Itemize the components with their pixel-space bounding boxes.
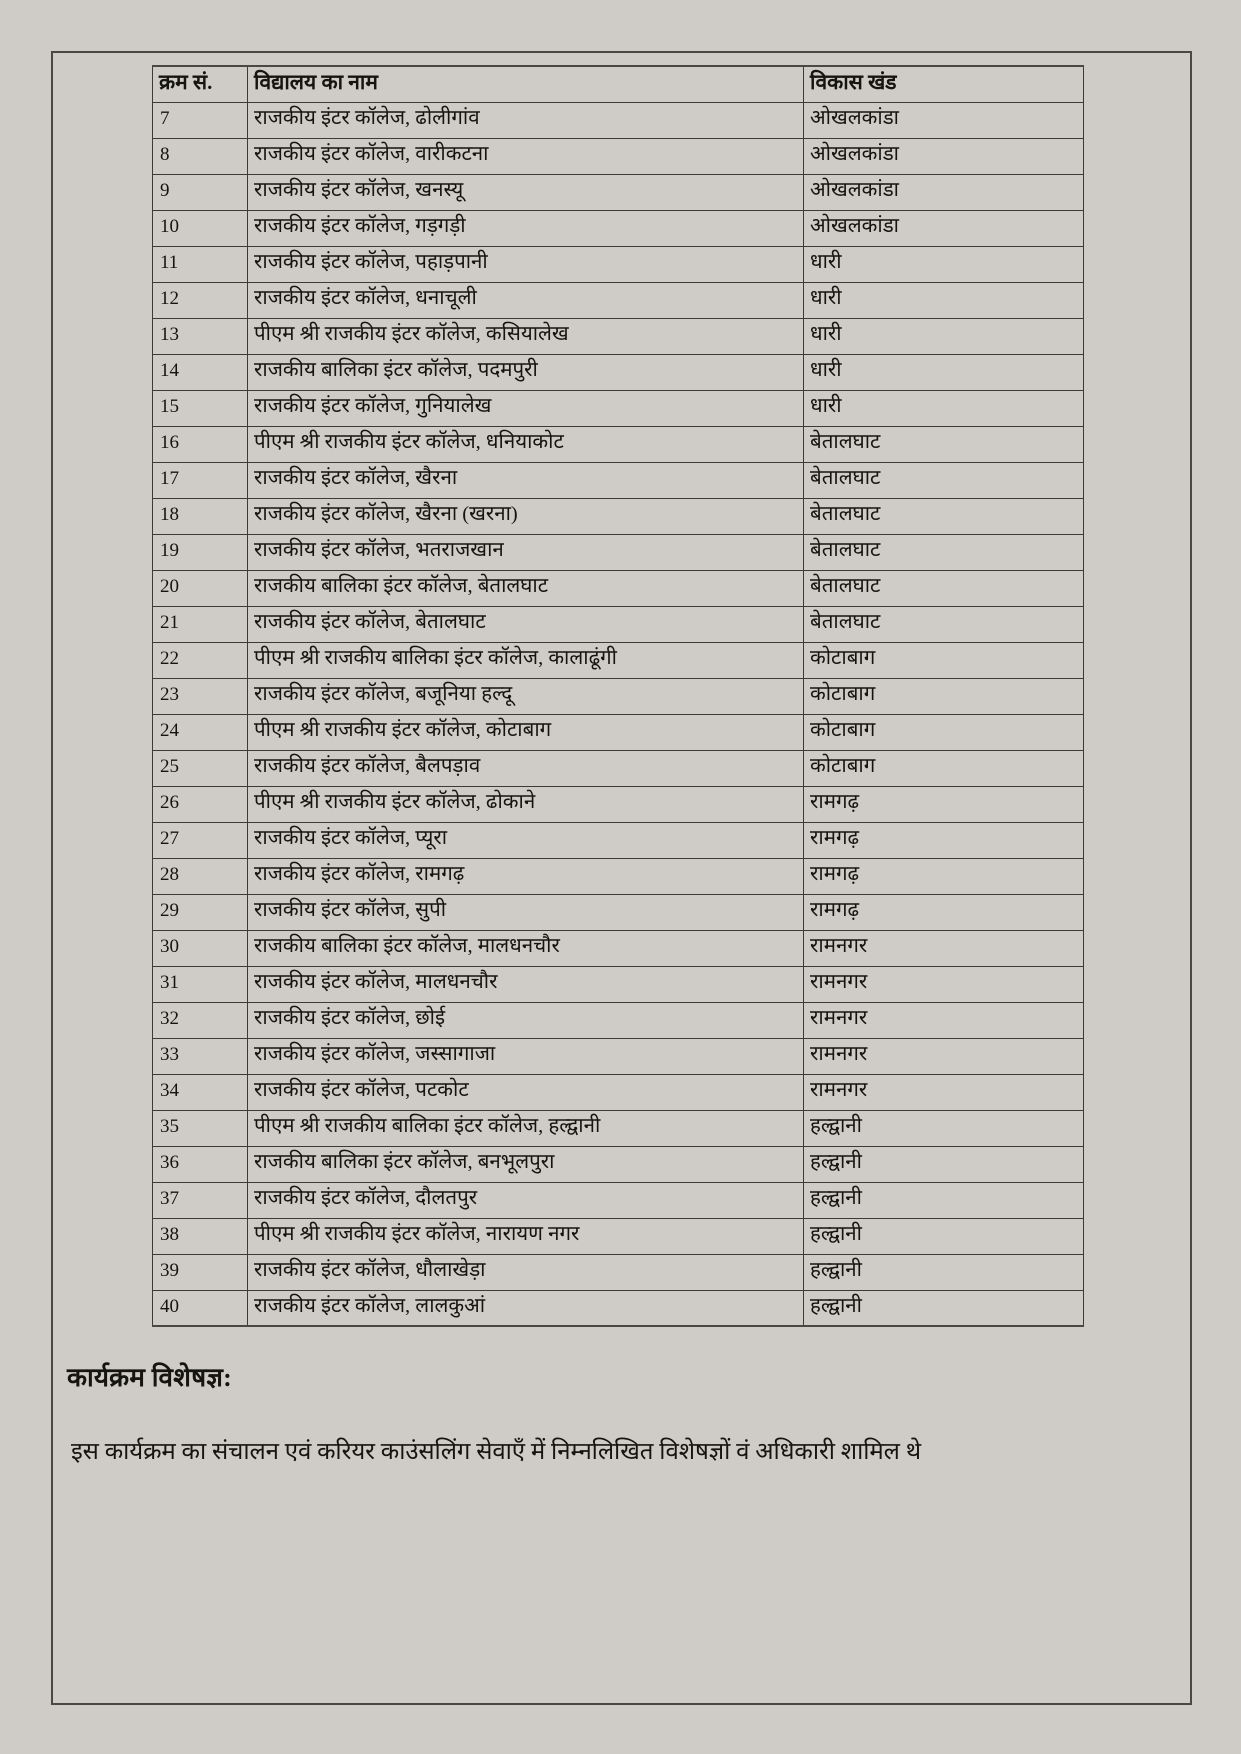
cell-school-name: राजकीय बालिका इंटर कॉलेज, पदमपुरी <box>248 354 804 390</box>
cell-block: धारी <box>804 390 1084 426</box>
table-row <box>153 894 1084 930</box>
table-row <box>153 462 1084 498</box>
cell-serial: 28 <box>153 858 248 894</box>
cell-school-name: राजकीय इंटर कॉलेज, बेतालघाट <box>248 606 804 642</box>
cell-serial: 23 <box>153 678 248 714</box>
cell-school-name: राजकीय इंटर कॉलेज, रामगढ़ <box>248 858 804 894</box>
cell-serial: 8 <box>153 138 248 174</box>
table-row <box>153 318 1084 354</box>
table-row <box>153 858 1084 894</box>
cell-serial: 16 <box>153 426 248 462</box>
schools-table-container <box>152 65 1083 1327</box>
table-row <box>153 714 1084 750</box>
cell-school-name: राजकीय इंटर कॉलेज, गड़गड़ी <box>248 210 804 246</box>
cell-block: रामगढ़ <box>804 822 1084 858</box>
cell-serial: 29 <box>153 894 248 930</box>
cell-block: बेतालघाट <box>804 462 1084 498</box>
cell-block: हल्द्वानी <box>804 1182 1084 1218</box>
table-header <box>153 66 1084 102</box>
table-row <box>153 1146 1084 1182</box>
cell-block: रामनगर <box>804 1038 1084 1074</box>
cell-block: हल्द्वानी <box>804 1290 1084 1326</box>
cell-block: ओखलकांडा <box>804 210 1084 246</box>
cell-serial: 20 <box>153 570 248 606</box>
cell-serial: 31 <box>153 966 248 1002</box>
cell-serial: 38 <box>153 1218 248 1254</box>
cell-block: रामनगर <box>804 1074 1084 1110</box>
table-row <box>153 1074 1084 1110</box>
cell-block: धारी <box>804 318 1084 354</box>
cell-school-name: राजकीय इंटर कॉलेज, सुपी <box>248 894 804 930</box>
table-row <box>153 606 1084 642</box>
cell-school-name: राजकीय इंटर कॉलेज, खनस्यू <box>248 174 804 210</box>
cell-serial: 27 <box>153 822 248 858</box>
table-row <box>153 1290 1084 1326</box>
table-row <box>153 102 1084 138</box>
cell-school-name: राजकीय इंटर कॉलेज, लालकुआं <box>248 1290 804 1326</box>
cell-school-name: राजकीय इंटर कॉलेज, बजूनिया हल्दू <box>248 678 804 714</box>
table-row <box>153 498 1084 534</box>
cell-block: धारी <box>804 246 1084 282</box>
cell-serial: 32 <box>153 1002 248 1038</box>
cell-school-name: राजकीय इंटर कॉलेज, खैरना (खरना) <box>248 498 804 534</box>
cell-serial: 7 <box>153 102 248 138</box>
cell-block: रामनगर <box>804 1002 1084 1038</box>
cell-serial: 24 <box>153 714 248 750</box>
cell-school-name: राजकीय इंटर कॉलेज, गुनियालेख <box>248 390 804 426</box>
cell-school-name: पीएम श्री राजकीय इंटर कॉलेज, ढोकाने <box>248 786 804 822</box>
table-row <box>153 750 1084 786</box>
cell-block: रामनगर <box>804 966 1084 1002</box>
cell-serial: 15 <box>153 390 248 426</box>
table-header-row <box>153 66 1084 102</box>
cell-block: कोटाबाग <box>804 642 1084 678</box>
cell-school-name: पीएम श्री राजकीय बालिका इंटर कॉलेज, कालाढूंगी <box>248 642 804 678</box>
cell-school-name: राजकीय इंटर कॉलेज, भतराजखान <box>248 534 804 570</box>
cell-block: रामगढ़ <box>804 858 1084 894</box>
table-row <box>153 678 1084 714</box>
table-row <box>153 390 1084 426</box>
cell-serial: 25 <box>153 750 248 786</box>
table-row <box>153 174 1084 210</box>
footer-section <box>67 1358 1177 1467</box>
cell-serial: 34 <box>153 1074 248 1110</box>
schools-table <box>152 65 1084 1327</box>
cell-school-name: पीएम श्री राजकीय बालिका इंटर कॉलेज, हल्द्वानी <box>248 1110 804 1146</box>
cell-serial: 22 <box>153 642 248 678</box>
cell-block: ओखलकांडा <box>804 174 1084 210</box>
table-row <box>153 930 1084 966</box>
table-row <box>153 354 1084 390</box>
cell-school-name: राजकीय इंटर कॉलेज, धनाचूली <box>248 282 804 318</box>
cell-block: ओखलकांडा <box>804 138 1084 174</box>
table-row <box>153 1182 1084 1218</box>
cell-school-name: राजकीय बालिका इंटर कॉलेज, बेतालघाट <box>248 570 804 606</box>
cell-school-name: राजकीय इंटर कॉलेज, ढोलीगांव <box>248 102 804 138</box>
column-header-block: विकास खंड <box>804 66 1084 102</box>
cell-block: कोटाबाग <box>804 750 1084 786</box>
table-row <box>153 282 1084 318</box>
cell-block: धारी <box>804 282 1084 318</box>
cell-block: हल्द्वानी <box>804 1254 1084 1290</box>
footer-heading: कार्यक्रम विशेषज्ञ: <box>67 1363 233 1392</box>
table-row <box>153 1218 1084 1254</box>
table-row <box>153 1038 1084 1074</box>
footer-paragraph: इस कार्यक्रम का संचालन एवं करियर काउंसलिंग सेवाएँ में निम्नलिखित विशेषज्ञों वं अधिकारी शामिल थे <box>71 1439 921 1465</box>
table-row <box>153 822 1084 858</box>
cell-school-name: राजकीय इंटर कॉलेज, वारीकटना <box>248 138 804 174</box>
cell-serial: 17 <box>153 462 248 498</box>
cell-school-name: राजकीय इंटर कॉलेज, धौलाखेड़ा <box>248 1254 804 1290</box>
cell-serial: 12 <box>153 282 248 318</box>
cell-school-name: पीएम श्री राजकीय इंटर कॉलेज, धनियाकोट <box>248 426 804 462</box>
cell-block: कोटाबाग <box>804 678 1084 714</box>
cell-serial: 26 <box>153 786 248 822</box>
cell-serial: 13 <box>153 318 248 354</box>
cell-serial: 37 <box>153 1182 248 1218</box>
cell-block: रामनगर <box>804 930 1084 966</box>
cell-serial: 35 <box>153 1110 248 1146</box>
cell-serial: 36 <box>153 1146 248 1182</box>
cell-block: बेतालघाट <box>804 606 1084 642</box>
table-body <box>153 102 1084 1326</box>
table-row <box>153 570 1084 606</box>
cell-school-name: पीएम श्री राजकीय इंटर कॉलेज, नारायण नगर <box>248 1218 804 1254</box>
cell-serial: 18 <box>153 498 248 534</box>
table-row <box>153 534 1084 570</box>
cell-school-name: पीएम श्री राजकीय इंटर कॉलेज, कोटाबाग <box>248 714 804 750</box>
cell-school-name: पीएम श्री राजकीय इंटर कॉलेज, कसियालेख <box>248 318 804 354</box>
cell-serial: 9 <box>153 174 248 210</box>
cell-school-name: राजकीय इंटर कॉलेज, बैलपड़ाव <box>248 750 804 786</box>
cell-serial: 39 <box>153 1254 248 1290</box>
table-row <box>153 786 1084 822</box>
cell-block: रामगढ़ <box>804 894 1084 930</box>
table-row <box>153 426 1084 462</box>
cell-serial: 14 <box>153 354 248 390</box>
table-row <box>153 1254 1084 1290</box>
table-row <box>153 246 1084 282</box>
cell-block: कोटाबाग <box>804 714 1084 750</box>
cell-school-name: राजकीय इंटर कॉलेज, जस्सागाजा <box>248 1038 804 1074</box>
cell-serial: 40 <box>153 1290 248 1326</box>
table-row <box>153 1110 1084 1146</box>
cell-school-name: राजकीय इंटर कॉलेज, प्यूरा <box>248 822 804 858</box>
cell-block: धारी <box>804 354 1084 390</box>
cell-serial: 11 <box>153 246 248 282</box>
cell-school-name: राजकीय इंटर कॉलेज, खैरना <box>248 462 804 498</box>
cell-block: हल्द्वानी <box>804 1110 1084 1146</box>
table-row <box>153 966 1084 1002</box>
table-row <box>153 642 1084 678</box>
cell-block: बेतालघाट <box>804 534 1084 570</box>
cell-block: बेतालघाट <box>804 498 1084 534</box>
table-row <box>153 138 1084 174</box>
column-header-serial: क्रम सं. <box>153 66 248 102</box>
cell-school-name: राजकीय इंटर कॉलेज, पटकोट <box>248 1074 804 1110</box>
cell-serial: 33 <box>153 1038 248 1074</box>
document-page <box>51 51 1192 1705</box>
cell-school-name: राजकीय इंटर कॉलेज, दौलतपुर <box>248 1182 804 1218</box>
cell-school-name: राजकीय बालिका इंटर कॉलेज, बनभूलपुरा <box>248 1146 804 1182</box>
table-row <box>153 210 1084 246</box>
column-header-school-name: विद्यालय का नाम <box>248 66 804 102</box>
cell-serial: 21 <box>153 606 248 642</box>
cell-school-name: राजकीय बालिका इंटर कॉलेज, मालधनचौर <box>248 930 804 966</box>
cell-school-name: राजकीय इंटर कॉलेज, छोई <box>248 1002 804 1038</box>
cell-block: ओखलकांडा <box>804 102 1084 138</box>
cell-serial: 19 <box>153 534 248 570</box>
cell-block: रामगढ़ <box>804 786 1084 822</box>
cell-serial: 30 <box>153 930 248 966</box>
cell-school-name: राजकीय इंटर कॉलेज, पहाड़पानी <box>248 246 804 282</box>
cell-school-name: राजकीय इंटर कॉलेज, मालधनचौर <box>248 966 804 1002</box>
cell-serial: 10 <box>153 210 248 246</box>
cell-block: बेतालघाट <box>804 426 1084 462</box>
cell-block: हल्द्वानी <box>804 1218 1084 1254</box>
cell-block: हल्द्वानी <box>804 1146 1084 1182</box>
cell-block: बेतालघाट <box>804 570 1084 606</box>
table-row <box>153 1002 1084 1038</box>
